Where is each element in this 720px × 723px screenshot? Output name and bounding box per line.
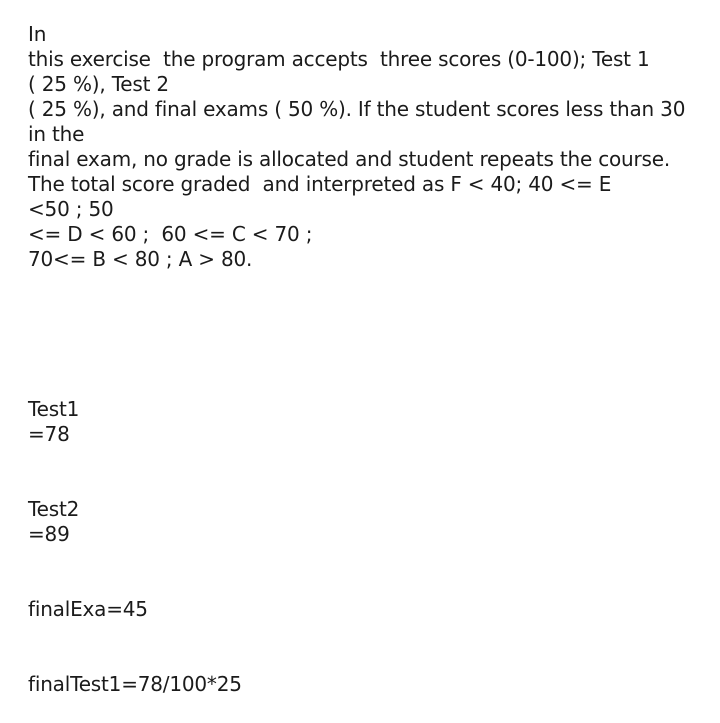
description-line: ( 25 %), Test 2: [28, 72, 169, 96]
description-line: final exam, no grade is allocated and student repeats the course.: [28, 147, 671, 171]
final-test1-text: finalTest1=78/100*25: [28, 672, 242, 696]
test1-label: Test1: [28, 397, 80, 421]
exercise-description: [28, 0, 708, 272]
description-line: The total score graded and interpreted as F < 40; 40 <= E: [28, 172, 612, 196]
description-line: <= D < 60 ; 60 <= C < 70 ;: [28, 222, 313, 246]
description-line: <50 ; 50: [28, 197, 114, 221]
final-exam-block: [28, 597, 148, 622]
final-test1-block: [28, 672, 242, 697]
test1-value: =78: [28, 422, 70, 446]
test2-value: =89: [28, 522, 70, 546]
description-line: in the: [28, 122, 85, 146]
final-exam-text: finalExa=45: [28, 597, 148, 621]
description-line: 70<= B < 80 ; A > 80.: [28, 247, 253, 271]
test2-block: [28, 497, 79, 547]
test1-block: [28, 397, 79, 447]
description-line: ( 25 %), and final exams ( 50 %). If the student scores less than 30: [28, 97, 686, 121]
description-line: In: [28, 22, 47, 46]
test2-label: Test2: [28, 497, 80, 521]
description-line: this exercise the program accepts three scores (0-100); Test 1: [28, 47, 650, 71]
